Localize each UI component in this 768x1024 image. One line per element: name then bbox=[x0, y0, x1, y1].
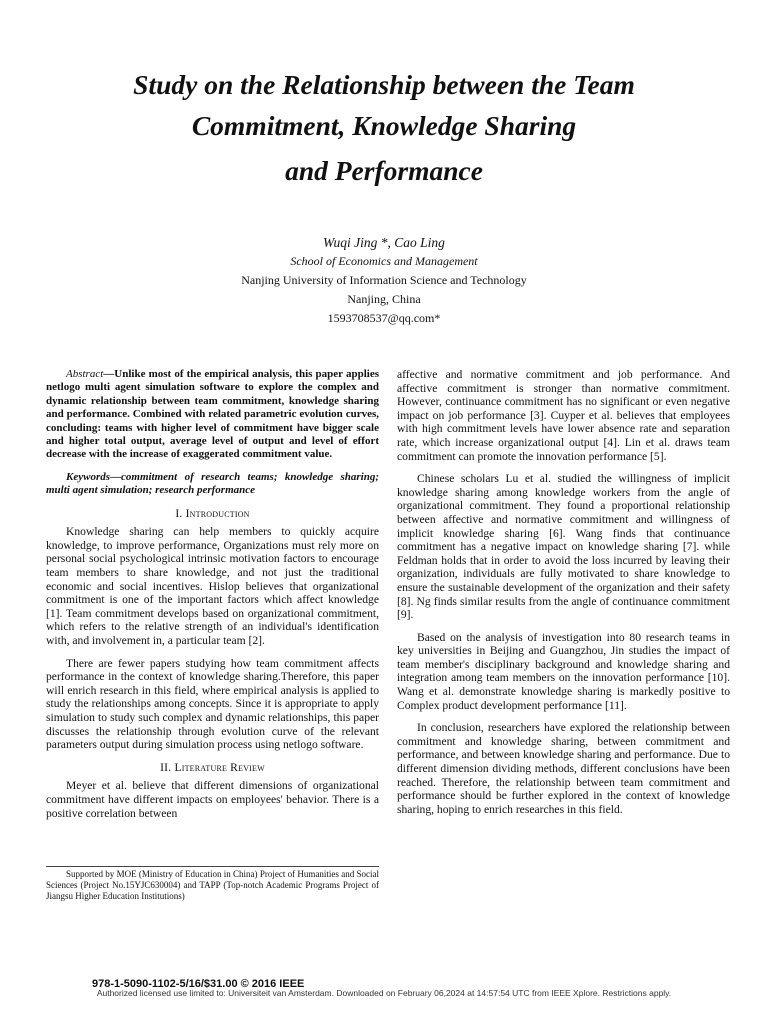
paper-title bbox=[40, 64, 728, 191]
abstract bbox=[46, 368, 379, 462]
title-line-2: Commitment, Knowledge Sharing bbox=[191, 110, 577, 141]
author-school: School of Economics and Management bbox=[290, 254, 478, 268]
author-university: Nanjing University of Information Science and Technology bbox=[241, 273, 527, 287]
paragraph: Chinese scholars Lu et al. studied the willingness of implicit knowledge sharing among knowledge workers from the angle of organizational commitment. They found a proportional relationship between affective and normative commitment and willingness of implicit knowledge sharing [6]. Wang finds that continuance commitment has a negative impact on knowledge sharing [7]. while Feldman holds that in order to avoid the loss incurred by leaving their organization, individuals are fully motivated to share knowledge to ensure the sustainable development of the organization and their safety [8]. Ng finds similar results from the angle of continuance commitment [9]. bbox=[397, 472, 730, 622]
title-line-1: Study on the Relationship between the Team bbox=[133, 69, 635, 100]
title-line-3: and Performance bbox=[285, 155, 483, 186]
paragraph: There are fewer papers studying how team commitment affects performance in the context of knowledge sharing.Therefore, this paper will enrich research in this field, where empirical analysis is applied to study the relationships among concepts. Since it is appropriate to apply simulation to study such complex and dynamic relationships, this paper discusses the relationship through evolution curve of the relevant parameters output during simulation process using netlogo software. bbox=[46, 656, 379, 752]
section-number: II. bbox=[160, 760, 172, 774]
author-block bbox=[0, 233, 768, 328]
paragraph: Knowledge sharing can help members to quickly acquire knowledge, to improve performance, Organizations must rely more on personal social psychological intrinsic motivation factors to encourage team members to share knowledge, and not just the traditional economic and social incentives. Hislop believes that organizational commitment is one of the important factors which affect knowledge [1]. Team commitment develops based on organizational commitment, which refers to the relative strength of an individual's identification with, and involvement in, a particular team [2]. bbox=[46, 525, 379, 647]
paragraph: affective and normative commitment and job performance. And affective commitment is stronger than normative commitment. However, continuance commitment has no significant or even negative impact on job performance [3]. Cuyper et al. believes that employees with high commitment levels have lower absence rate and separation rate, which increase organizational output [4]. Lin et al. draws team commitment can promote the innovation performance [5]. bbox=[397, 368, 730, 463]
section-number: I. bbox=[175, 506, 183, 520]
section-heading-literature-review bbox=[46, 761, 379, 775]
left-column bbox=[46, 368, 379, 829]
right-column bbox=[397, 368, 730, 825]
footnote-text: Supported by MOE (Ministry of Education in China) Project of Humanities and Social Sciences (Project No.15YJC630004) and TAPP (Top-notch Academic Programs Project of Jiangsu Higher Education Institutions) bbox=[46, 869, 379, 901]
keywords: Keywords—commitment of research teams; knowledge sharing; multi agent simulation; research performance bbox=[46, 470, 379, 497]
paragraph: In conclusion, researchers have explored the relationship between commitment and knowledge sharing, between commitment and performance, and between knowledge sharing and performance. Due to different dimension dividing methods, different conclusions have been reached. Therefore, the relationship between team commitment and performance should be further explored in the context of knowledge sharing, hoping to enrich researches in this field. bbox=[397, 721, 730, 816]
section-heading-introduction bbox=[46, 507, 379, 521]
footer-license: Authorized licensed use limited to: Universiteit van Amsterdam. Downloaded on February 06,2024 at 14:57:54 UTC from IEEE Xplore. Restrictions apply. bbox=[96, 988, 672, 998]
section-title: Introduction bbox=[185, 506, 250, 520]
abstract-label: Abstract bbox=[66, 368, 104, 380]
author-names: Wuqi Jing *, Cao Ling bbox=[323, 235, 445, 250]
author-location: Nanjing, China bbox=[347, 292, 421, 306]
paragraph: Based on the analysis of investigation into 80 research teams in key universities in Beijing and Guangzhou, Jin studies the impact of team member's disciplinary background and knowledge sharing and integration among team members on the innovation performance [10]. Wang et al. demonstrate knowledge sharing is markedly positive to Complex product development performance [11]. bbox=[397, 630, 730, 712]
footnote bbox=[46, 866, 379, 902]
footer-isbn: 978-1-5090-1102-5/16/$31.00 © 2016 IEEE bbox=[92, 978, 305, 990]
section-title: Literature Review bbox=[174, 760, 265, 774]
abstract-text: —Unlike most of the empirical analysis, this paper applies netlogo multi agent simulation software to explore the complex and dynamic relationship between team commitment, knowledge sharing and performance. Combined with related parametric evolution curves, concluding: teams with higher level of commitment have bigger scale and higher total output, average level of output and level of effort decrease with the increase of exaggerated commitment value. bbox=[46, 368, 379, 461]
author-email: 1593708537@qq.com* bbox=[327, 311, 441, 325]
paragraph: Meyer et al. believe that different dimensions of organizational commitment have different impacts on employees' behavior. There is a positive correlation between bbox=[46, 779, 379, 820]
